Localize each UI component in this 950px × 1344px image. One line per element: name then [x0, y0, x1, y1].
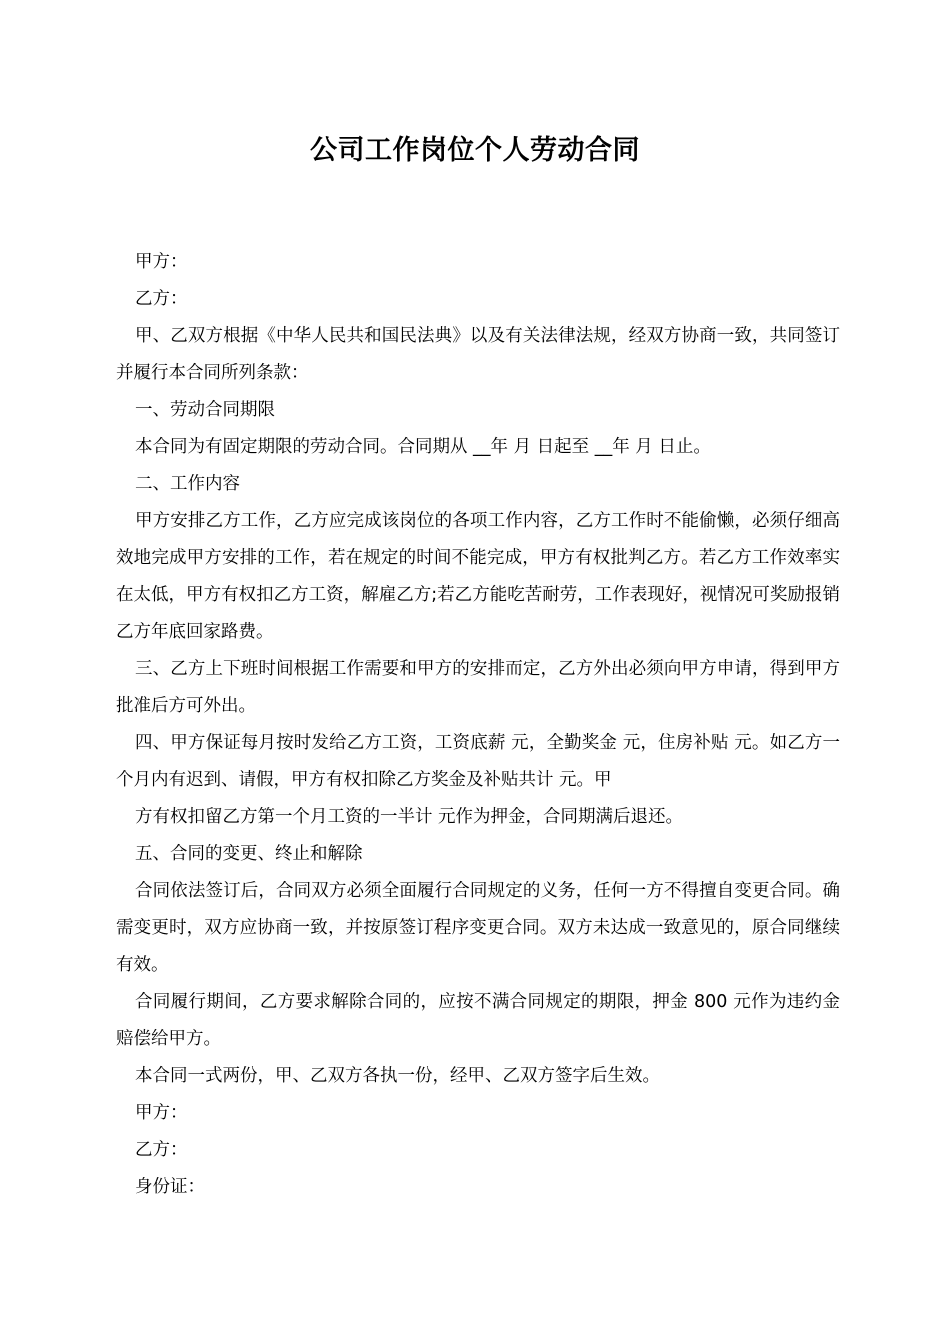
document-body [116, 244, 840, 1206]
section-heading-change: 五、合同的变更、终止和解除 [135, 844, 363, 864]
party-b-label: 乙方： [135, 289, 188, 309]
section-heading-term: 一、劳动合同期限 [135, 400, 275, 420]
copies-paragraph: 本合同一式两份，甲、乙双方各执一份，经甲、乙双方签字后生效。 [135, 1066, 660, 1086]
work-content-paragraph: 甲方安排乙方工作，乙方应完成该岗位的各项工作内容，乙方工作时不能偷懒，必须仔细高效地完成甲方安排的工作，若在规定的时间不能完成，甲方有权批判乙方。若乙方工作效率实在太低，甲方有权扣乙方工资，解雇乙方;若乙方能吃苦耐劳，工作表现好，视情况可奖励报销乙方年底回家路费。 [116, 511, 840, 642]
section-heading-work: 二、工作内容 [135, 474, 240, 494]
document-title: 公司工作岗位个人劳动合同 [310, 135, 640, 166]
signature-party-b: 乙方： [135, 1140, 188, 1160]
deposit-paragraph: 方有权扣留乙方第一个月工资的一半计 元作为押金，合同期满后退还。 [135, 807, 684, 827]
working-hours-paragraph: 三、乙方上下班时间根据工作需要和甲方的安排而定，乙方外出必须向甲方申请，得到甲方批准后方可外出。 [116, 659, 840, 716]
change-paragraph: 合同依法签订后，合同双方必须全面履行合同规定的义务，任何一方不得擅自变更合同。确需变更时，双方应协商一致，并按原签订程序变更合同。双方未达成一致意见的，原合同继续有效。 [116, 881, 840, 975]
salary-paragraph: 四、甲方保证每月按时发给乙方工资，工资底薪 元，全勤奖金 元，住房补贴 元。如乙方一个月内有迟到、请假，甲方有权扣除乙方奖金及补贴共计 元。甲 [116, 733, 840, 790]
term-paragraph: 本合同为有固定期限的劳动合同。合同期从 __年 月 日起至 __年 月 日止。 [135, 437, 711, 457]
signature-party-a: 甲方： [135, 1103, 188, 1123]
termination-paragraph: 合同履行期间，乙方要求解除合同的，应按不满合同规定的期限，押金 800 元作为违约金赔偿给甲方。 [116, 992, 840, 1049]
party-a-label: 甲方： [135, 252, 188, 272]
preamble-paragraph: 甲、乙双方根据《中华人民共和国民法典》以及有关法律法规，经双方协商一致，共同签订并履行本合同所列条款： [116, 326, 840, 383]
signature-id-card: 身份证： [135, 1177, 205, 1197]
